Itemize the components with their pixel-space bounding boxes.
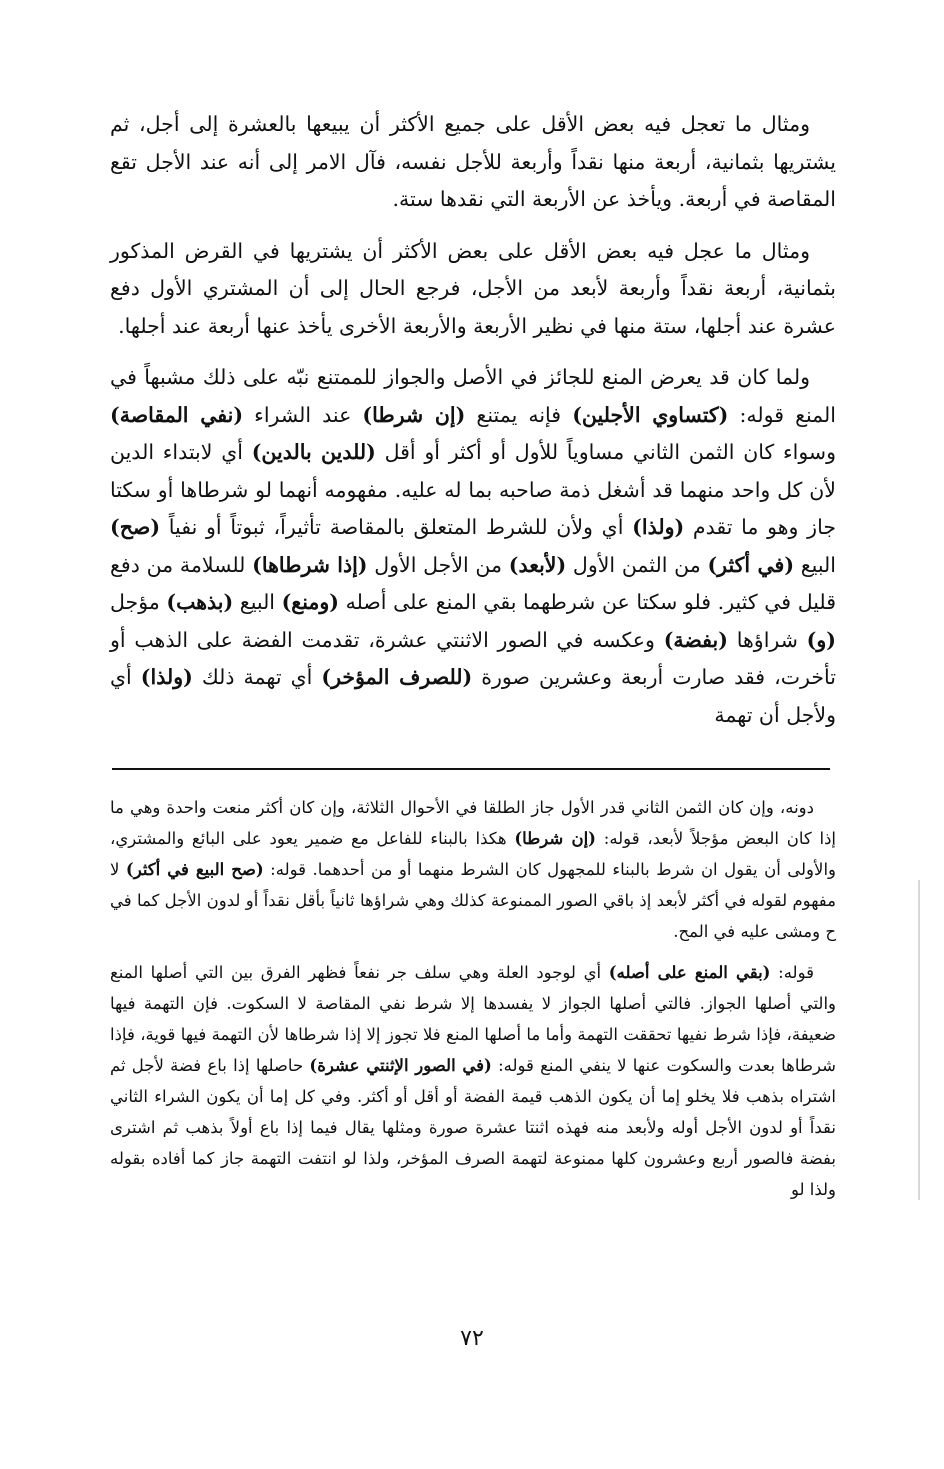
main-text: [110, 106, 836, 748]
scan-margin-mark: [918, 880, 920, 1200]
bold-phrase: (ولذا): [140, 665, 193, 689]
text-segment: أي ولأجل أن تهمة: [110, 665, 836, 727]
text-segment: هكذا بالبناء للفاعل مع ضمير يعود على البائع والمشتري، والأولى أن يقول ان شرط بالبناء للمجهول كان الشرط منهما أو من أحدهما. قوله:: [110, 829, 836, 879]
bold-phrase: (في أكثر): [707, 552, 795, 577]
bold-phrase: (ومنع): [281, 590, 339, 614]
text-segment: أي ولأن للشرط المتعلق بالمقاصة تأثيراً، ثبوتاً أو نفياً: [160, 515, 633, 539]
text-segment: لا مفهوم لقوله في أكثر لأبعد إذ باقي الصور الممنوعة كذلك وهي شراؤها ثانياً بأقل نقداً أو لدون الأجل كما في ح ومشى عليه في المح.: [110, 860, 836, 941]
footnotes: [110, 792, 836, 1215]
bold-phrase: (كتساوي الأجلين): [572, 402, 729, 427]
bold-phrase: (ولذا): [632, 515, 685, 539]
text-segment: حاصلها إذا باع فضة لأجل ثم اشتراه بذهب فلا يخلو إما أن يكون الذهب قيمة الفضة أو أقل أو أكثر. وفي كل إما أن يكون الشراء الثاني نقداً أو لدون الأجل أوله ولأبعد منه فهذه اثنتا عشرة صورة ومثلها يقال فيما إذا باع أولاً بذهب ثم اشترى بفضة فالصور أربع وعشرون كلها ممنوعة لتهمة الصرف المؤخر، ولذا لو انتفت التهمة جاز كما أفاده بقوله ولذا لو: [110, 1056, 836, 1199]
text-segment: وسواء كان الثمن الثاني مساوياً للأول أو أكثر أو أقل: [375, 440, 837, 464]
bold-phrase: (بفضة): [663, 627, 728, 652]
paragraph-1: ومثال ما تعجل فيه بعض الأقل على جميع الأكثر أن يبيعها بالعشرة إلى أجل، ثم يشتريها بثمانية، أربعة منها نقداً وأربعة للأجل نفسه، فآل الامر إلى أنه عند الأجل تقع المقاصة في أربعة. ويأخذ عن الأربعة التي نقدها ستة.: [110, 112, 836, 211]
text-segment: للسلامة من دفع قليل في كثير. فلو سكتا عن شرطهما بقي المنع على أصله: [110, 552, 837, 614]
text-segment: فإنه يمتنع: [465, 402, 573, 427]
bold-phrase: (صح البيع في أكثر): [125, 860, 264, 879]
paragraph-2: ومثال ما عجل فيه بعض الأقل على بعض الأكثر أن يشتريها في القرض المذكور بثمانية، أربعة نقداً وأربعة لأبعد من الأجل، فرجع الحال إلى أن المشتري الأول دفع عشرة عند أجلها، ستة منها في نظير الأربعة والأربعة الأخرى يأخذ عنها أربعة عند أجلها.: [110, 238, 836, 338]
footnote-1: [110, 792, 836, 947]
text-segment: من الثمن الأول: [566, 552, 708, 577]
bold-phrase: (بقي المنع على أصله): [608, 963, 771, 982]
footnote-2: [110, 957, 836, 1205]
bold-phrase: (صح): [110, 515, 161, 539]
text-segment: أي لوجود العلة وهي سلف جر نفعاً فظهر الفرق بين التي أصلها المنع والتي أصلها الجواز. فالتي أصلها الجواز لا يفسدها إلا شرط نفي المقاصة لا السكوت. فإن التهمة فيها ضعيفة، فإذا شرط نفيها تحققت التهمة وأما ما أصلها المنع فلا تجوز إلا إذا شرطاها لأن التهمة فيها قوية، فإذا شرطاها بعدت والسكوت عنها لا ينفي المنع قوله:: [110, 963, 836, 1075]
bold-phrase: (للدين بالدين): [251, 440, 376, 464]
text-segment: أي لابتداء الدين لأن كل واحد منهما قد أشغل ذمة صاحبه بما له عليه. مفهومه أنهما لو شرطاها أو سكتا جاز وهو ما تقدم: [110, 440, 836, 539]
text-segment: شراؤها: [727, 627, 807, 652]
paragraph-3: [110, 359, 836, 734]
bold-phrase: (للصرف المؤخر): [321, 665, 473, 689]
bold-phrase: (إن شرطا): [514, 829, 596, 848]
text-segment: أي تهمة ذلك: [192, 665, 322, 689]
bold-phrase: (لأبعد): [508, 552, 567, 577]
text-segment: البيع: [233, 590, 282, 614]
bold-phrase: (بذهب): [166, 590, 234, 614]
bold-phrase: (إذا شرطاها): [252, 552, 368, 577]
text-segment: وعكسه في الصور الاثنتي عشرة، تقدمت الفضة على الذهب أو تأخرت، فقد صارت أربعة وعشرين صورة: [110, 627, 836, 689]
text-segment: من الأجل الأول: [367, 552, 509, 577]
text-segment: البيع: [794, 552, 836, 577]
text-segment: قوله:: [770, 963, 814, 982]
page-number: ٧٢: [460, 1326, 484, 1351]
text-segment: دونه، وإن كان الثمن الثاني قدر الأول جاز الطلقا في الأحوال الثلاثة، وإن كان أكثر منعت واحدة وهي ما إذا كان البعض مؤجلاً لأبعد، قوله:: [110, 798, 837, 848]
bold-phrase: (و): [806, 627, 836, 652]
bold-phrase: (نفي المقاصة): [110, 402, 244, 427]
bold-phrase: (في الصور الإثنتي عشرة): [309, 1056, 492, 1075]
text-segment: مؤجل: [110, 590, 167, 614]
text-segment: عند الشراء: [243, 402, 363, 427]
text-segment: ولما كان قد يعرض المنع للجائز في الأصل والجواز للممتنع نبّه على ذلك مشبهاً في المنع قوله:: [110, 365, 836, 427]
footnote-separator: [112, 768, 830, 770]
bold-phrase: (إن شرطا): [362, 402, 466, 427]
